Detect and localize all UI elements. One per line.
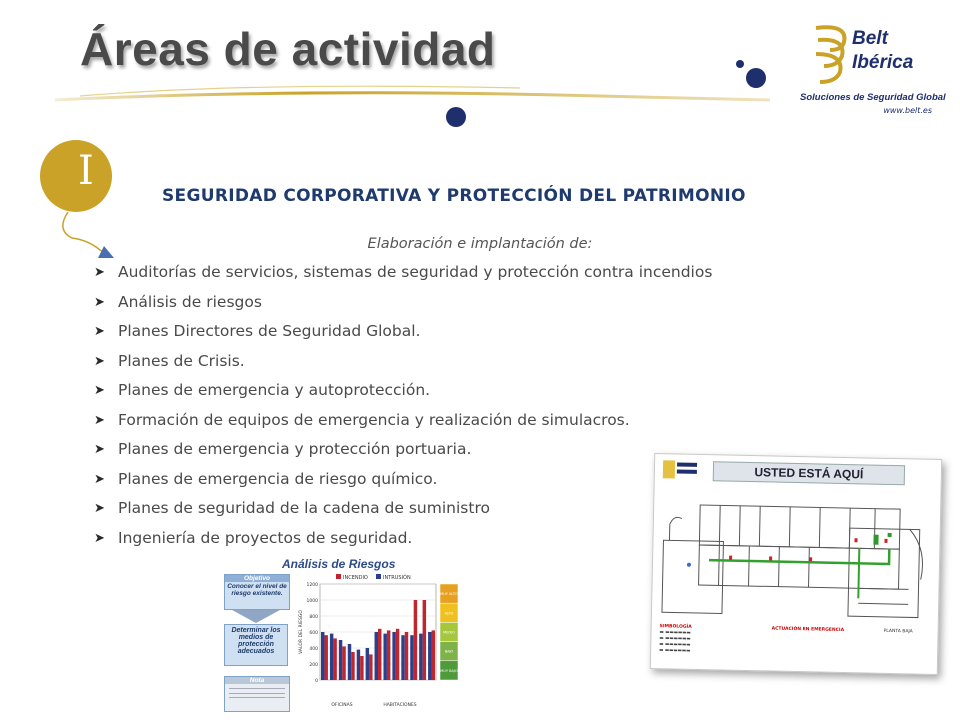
bar-incendio xyxy=(324,635,327,680)
list-item xyxy=(94,465,712,495)
list-item xyxy=(94,376,712,406)
y-tick-label: 1200 xyxy=(306,583,318,588)
y-axis-label: VALOR DEL RIESGO xyxy=(299,610,304,654)
arrow-bullet-icon: ➤ xyxy=(94,442,105,457)
bar-intrusion xyxy=(419,634,422,680)
bar-intrusion xyxy=(357,650,360,680)
bar-incendio xyxy=(351,652,354,680)
risk-bar-chart xyxy=(294,572,464,714)
bar-intrusion xyxy=(401,635,404,680)
risk-level-label: MUY ALTO xyxy=(440,592,458,597)
bar-intrusion xyxy=(410,635,413,680)
arrow-bullet-icon: ➤ xyxy=(94,383,105,398)
arrow-bullet-icon: ➤ xyxy=(94,501,105,516)
bar-incendio xyxy=(396,629,399,680)
objective-text: Conocer el nivel de riesgo existente. xyxy=(227,583,287,597)
legend-swatch-intrusion xyxy=(376,574,381,579)
bar-incendio xyxy=(333,638,336,680)
bar-incendio xyxy=(360,656,363,680)
small-dot xyxy=(736,60,744,68)
legend-label-incendio: INCENDIO xyxy=(343,575,368,581)
list-item-text: Formación de equipos de emergencia y realización de simulacros. xyxy=(118,410,630,429)
logo-word-belt: Belt xyxy=(852,28,888,49)
company-logo xyxy=(800,20,946,120)
medium-dot xyxy=(746,68,766,88)
medium-dot-2 xyxy=(446,107,466,127)
list-item-text: Planes de emergencia y autoprotección. xyxy=(118,381,431,399)
legend-label-intrusion: INTRUSIÓN xyxy=(383,575,411,581)
risk-analysis-image xyxy=(222,556,464,714)
x-group-label: HABITACIONES xyxy=(383,703,417,708)
arrow-bullet-icon: ➤ xyxy=(94,353,105,369)
section-number: I xyxy=(78,148,94,194)
objective-label: Objetivo xyxy=(225,575,289,582)
y-tick-label: 0 xyxy=(315,679,318,684)
floor-plan-drawing xyxy=(658,484,935,626)
list-item-text: Ingeniería de proyectos de seguridad. xyxy=(118,528,413,547)
y-tick-label: 800 xyxy=(309,615,318,620)
list-item-text: Análisis de riesgos xyxy=(118,292,262,311)
bar-incendio xyxy=(405,632,408,680)
section-heading: SEGURIDAD CORPORATIVA Y PROTECCIÓN DEL PATRIMONIO xyxy=(162,186,746,206)
list-item-text: Planes de Crisis. xyxy=(118,351,245,370)
bar-incendio xyxy=(432,630,435,680)
list-item xyxy=(94,406,712,436)
list-item-text: Planes de seguridad de la cadena de suministro xyxy=(118,499,490,517)
list-item-text: Planes de emergencia y protección portuaria. xyxy=(118,440,472,458)
bar-incendio xyxy=(378,629,381,680)
page-title: Áreas de actividad xyxy=(80,23,496,75)
x-group-label: OFICINAS xyxy=(331,703,353,708)
floorplan-legend: SIMBOLOGÍA ▬ ▬▬▬▬▬▬ ▬ ▬▬▬▬▬▬ ▬ ▬▬▬▬▬▬ ▬ ▬▬▬▬▬▬ xyxy=(659,624,692,654)
bar-incendio xyxy=(414,600,417,680)
plant-label: PLANTA BAJA xyxy=(883,628,913,635)
list-item-text: Auditorías de servicios, sistemas de seguridad y protección contra incendios xyxy=(118,263,713,281)
y-tick-label: 200 xyxy=(309,663,318,668)
section-subheading: Elaboración e implantación de: xyxy=(367,236,593,252)
list-item xyxy=(94,494,712,524)
bar-intrusion xyxy=(339,640,342,680)
list-item xyxy=(94,524,712,554)
down-arrow-icon xyxy=(232,610,280,624)
objective-box xyxy=(224,574,290,610)
logo-url: www.belt.es xyxy=(883,106,932,115)
arrow-bullet-icon: ➤ xyxy=(94,530,105,546)
arrow-bullet-icon: ➤ xyxy=(94,265,105,280)
risk-level-label: MUY BAJO xyxy=(440,668,458,673)
legend-header: SIMBOLOGÍA xyxy=(659,624,692,630)
floor-plan-image xyxy=(650,453,942,675)
bar-intrusion xyxy=(392,632,395,680)
determine-box: Determinar los medios de protección adecuados xyxy=(224,624,288,666)
logo-tagline: Soluciones de Seguridad Global xyxy=(800,92,946,103)
risk-level-label: ALTO xyxy=(444,611,454,616)
list-item-text: Planes Directores de Seguridad Global. xyxy=(118,322,421,340)
note-label: Nota xyxy=(225,677,289,684)
you-are-here-banner: USTED ESTÁ AQUÍ xyxy=(713,461,905,485)
risk-level-label: MEDIO xyxy=(443,630,455,635)
list-item xyxy=(94,347,712,377)
y-tick-label: 1000 xyxy=(306,599,318,604)
bar-intrusion xyxy=(428,632,431,680)
y-tick-label: 400 xyxy=(309,647,318,652)
bar-intrusion xyxy=(366,648,369,680)
bar-incendio xyxy=(369,654,372,680)
list-item xyxy=(94,435,712,465)
logo-mark-icon xyxy=(808,20,858,90)
list-item xyxy=(94,317,712,347)
legend-swatch-incendio xyxy=(336,574,341,579)
activity-list xyxy=(94,258,712,553)
list-item xyxy=(94,288,712,318)
y-tick-label: 600 xyxy=(309,631,318,636)
list-item xyxy=(94,258,712,288)
floorplan-logo-icon xyxy=(661,458,701,483)
list-item-text: Planes de emergencia de riesgo químico. xyxy=(118,469,438,488)
bar-incendio xyxy=(342,646,345,680)
bar-intrusion xyxy=(330,634,333,680)
arrow-bullet-icon: ➤ xyxy=(94,412,105,428)
bar-intrusion xyxy=(348,644,351,680)
arrow-bullet-icon: ➤ xyxy=(94,324,105,339)
gold-disc xyxy=(40,140,112,212)
bar-intrusion xyxy=(375,632,378,680)
risk-image-title: Análisis de Riesgos xyxy=(282,557,396,571)
bar-intrusion xyxy=(321,632,324,680)
emergency-action-header: ACTUACIÓN EN EMERGENCIA xyxy=(771,626,845,634)
note-box xyxy=(224,676,290,712)
bar-incendio xyxy=(387,630,390,680)
bar-incendio xyxy=(423,600,426,680)
risk-level-label: BAJO xyxy=(444,649,454,654)
bar-intrusion xyxy=(383,634,386,680)
arrow-bullet-icon: ➤ xyxy=(94,294,105,310)
arrow-bullet-icon: ➤ xyxy=(94,471,105,487)
logo-word-iberica: Ibérica xyxy=(852,52,914,73)
